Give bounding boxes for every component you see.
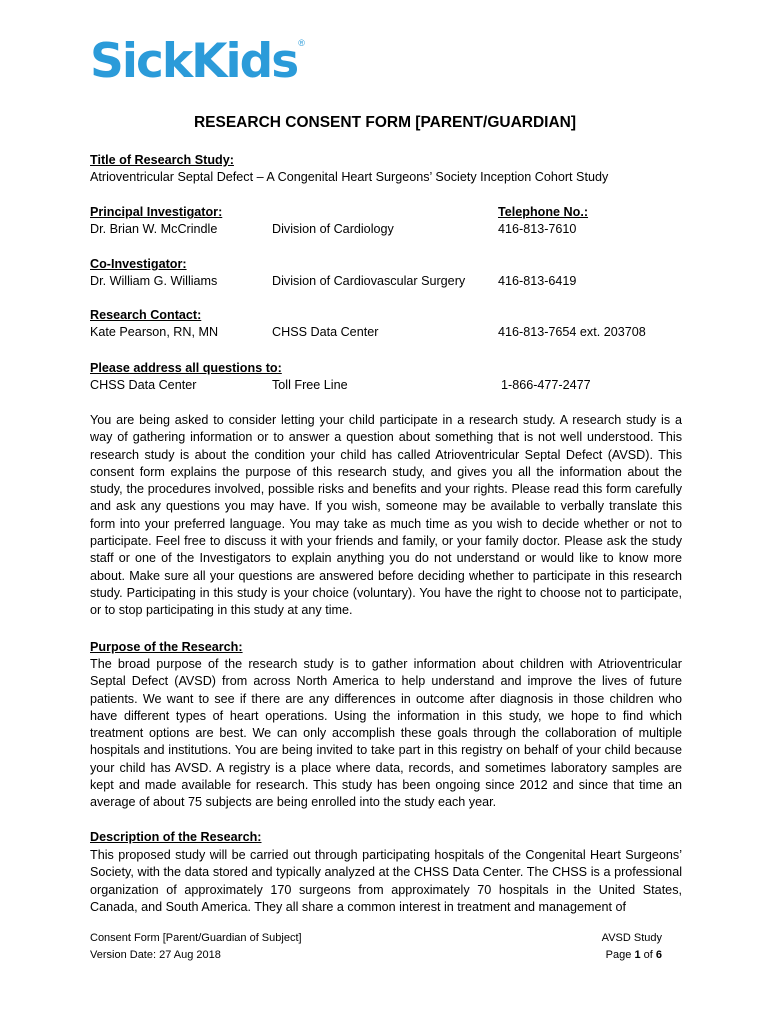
logo-text: SickKids [90, 34, 298, 89]
rc-name: Kate Pearson, RN, MN [90, 325, 219, 339]
toll-free-label: Toll Free Line [272, 378, 348, 392]
coi-phone: 416-813-6419 [498, 274, 577, 288]
toll-free-phone: 1-866-477-2477 [501, 378, 591, 392]
coi-label: Co-Investigator: [90, 257, 187, 271]
description-heading: Description of the Research: [90, 830, 262, 844]
pi-division: Division of Cardiology [272, 222, 394, 236]
purpose-heading: Purpose of the Research: [90, 640, 243, 654]
pi-name: Dr. Brian W. McCrindle [90, 222, 218, 236]
questions-name: CHSS Data Center [90, 378, 197, 392]
purpose-paragraph: The broad purpose of the research study is to gather information about children with Atrioventricular Septal Defect (AVSD) from across North America to help understand and improve the lives of future patients. We want to see if there are any differences in outcome after diagnosis in those children who have different types of heart operations. Using the information in this study, we hope to find which treatment options are best. We can only accomplish these goals through the collaboration of multiple hospitals and institutions. You are being invited to take part in this registry on behalf of your child because your child has AVSD. A registry is a place where data, records, and sometimes laboratory samples are kept and made available for research. This study has been ongoing since 2012 and since that time an average of about 75 subjects are being enrolled into the study each year. [90, 657, 682, 810]
questions-label: Please address all questions to: [90, 361, 282, 375]
pi-phone: 416-813-7610 [498, 222, 577, 236]
telephone-label: Telephone No.: [498, 205, 589, 219]
sickkids-logo [90, 34, 305, 90]
coi-name: Dr. William G. Williams [90, 274, 218, 288]
intro-paragraph: You are being asked to consider letting your child participate in a research study. A research study is a way of gathering information or to answer a question about something that is not well understood. This research study is about the condition your child has called Atrioventricular Septal Defect (AVSD). This consent form explains the purpose of this research study, and gives you all the information about the study, the procedures involved, possible risks and benefits and your rights. Please read this form carefully and ask any questions you may have. If you wish, someone may be available to verbally translate this form into your preferred language. You may take as much time as you wish to decide whether or not to participate. Feel free to discuss it with your friends and family, or your family doctor. Please ask the study staff or one of the Investigators to explain anything you do not understand or would like to know more about. Make sure all your questions are answered before deciding whether to participate in this research study. Participating in this study is your choice (voluntary). You have the right to choose not to participate, or to stop participating in this study at any time. [90, 413, 682, 618]
study-title-label: Title of Research Study: [90, 153, 234, 167]
rc-division: CHSS Data Center [272, 325, 379, 339]
footer-left [90, 930, 302, 964]
coi-division: Division of Cardiovascular Surgery [272, 274, 466, 288]
rc-phone: 416-813-7654 ext. 203708 [498, 325, 646, 339]
description-paragraph: This proposed study will be carried out through participating hospitals of the Congenital Heart Surgeons’ Society, with the data stored and typically analyzed at the CHSS Data Center. The CHSS is a professional organization of approximately 170 surgeons from approximately 70 hospitals in the United States, Canada, and South America. They all share a common interest in treatment and management of [90, 848, 682, 914]
footer-page-number: Page 1 of 6 [605, 949, 662, 961]
study-title-value: Atrioventricular Septal Defect – A Congenital Heart Surgeons’ Society Inception Cohort Study [90, 170, 609, 184]
pi-label: Principal Investigator: [90, 205, 223, 219]
footer-form-name: Consent Form [Parent/Guardian of Subject] [90, 932, 302, 944]
rc-label: Research Contact: [90, 308, 202, 322]
footer-study-name: AVSD Study [601, 932, 662, 944]
footer-right [602, 930, 662, 964]
form-title: RESEARCH CONSENT FORM [PARENT/GUARDIAN] [193, 114, 577, 131]
footer-version-date: Version Date: 27 Aug 2018 [90, 949, 221, 961]
registered-mark: ® [298, 38, 305, 48]
